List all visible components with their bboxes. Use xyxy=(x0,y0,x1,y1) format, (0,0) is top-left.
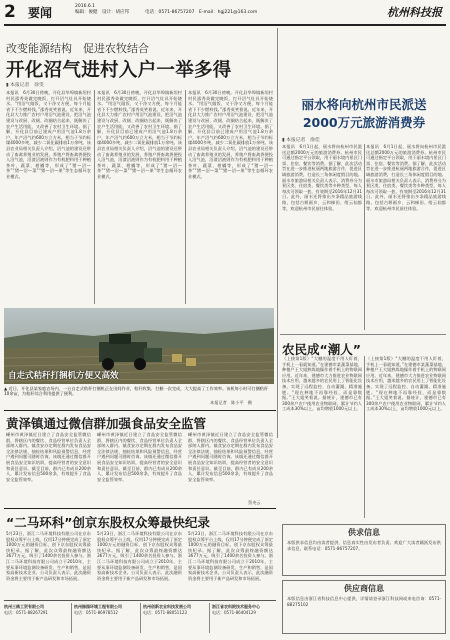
supplier-body: 本版信息由浙江省科技信息中心提供，详情请登录浙江科技网或来电咨询：0571-88275102 xyxy=(287,596,441,607)
column-divider xyxy=(364,356,365,518)
right-top-byline: ▮ 本报记者 俞佳 xyxy=(282,138,320,143)
photo-caption: ▲ 近日，开化县某家庭农场内，一台自走式秸秆打捆机正在田间作业，秸秆收集、打捆一次完成，大大提高了工作效率。该机每小时可打捆秸秆10余亩，为秸秆综合利用提供了便利。 xyxy=(4,386,269,397)
right-mid-body-col1: （上接第1版）“大棚的温度不用人盯着，手机上一看就知道。”在建德市某蔬菜基地，种植户王大姐熟练地操作着手机上的物联网应用。近年来，建德市大力推进农业物联网技术应用，越来越多的农民用上了智能化设备，实现了远程监控、自动灌溉、精准施肥。“现在种地不再靠经验，而是靠数据。”王大姐笑着说。据统计，建德市已有300余户农户使用农业物联网，累计节约人工成本30%以上，亩均增收1000元以上。 xyxy=(282,356,362,412)
second-article-body-col1: 5月23日，浙江二马环境科技有限公司在京东股权众筹平台上线，仅用17分钟便完成了原定1000万元的融资目标，创下京东股权众筹最快纪录。据了解，此次众筹最终融资额达3677万元，吸引了1400余名投资人参与。浙江二马环境科技有限公司成立于2010年，主要从事环境监测设备研发、生产和销售，是国家高新技术企业。公司负责人表示，此次融资资金将主要用于新产品研发和市场拓展。 xyxy=(6,531,91,581)
ad-tel: 电话：0571-88267291 xyxy=(4,609,48,615)
ad-divider xyxy=(71,603,72,633)
ad-name: 杭州绿园环境工程有限公司 xyxy=(74,604,122,609)
lead-title: 开化沼气进村入户一举多得 xyxy=(6,60,232,81)
header-editor: 编辑：俊健 设计：胡应邦 xyxy=(75,10,129,15)
bottom-article-title: 黄泽镇通过微信群加强食品安全监管 xyxy=(6,416,207,431)
ad-tel: 电话：0571-86978512 xyxy=(74,609,118,615)
section-divider xyxy=(4,508,276,509)
ad-name: 杭州创新农业科技发展公司 xyxy=(143,604,191,609)
bottom-article-body-col3: 嵊州市黄泽镇近日建立了食品安全监管微信群，将辖区内的餐饮、食品经营单位负责人全部纳入群内。镇食安办定期在群内发布食品安全法律法规、抽检结果和风险预警信息，经营户遇到问题可随时咨询。该镇还通过微信群开展食品安全知识培训，提高经营者的安全意识和责任意识。截至目前，群内已有成员200余人，累计发布信息500余条，有效提升了食品安全监管效率。 xyxy=(188,432,273,482)
ad-tel: 电话：0571-86404129 xyxy=(212,609,256,615)
column-divider xyxy=(185,90,186,304)
ad-strip xyxy=(4,600,276,635)
right-top-body-col2: 本报讯 6月1日起，丽水将向杭州市民派送总额2000万元的旅游消费券。杭州市民可通过指定平台领取，用于丽水境内景区门票、住宿、餐饮等消费。据了解，此次活动旨在进一步推进杭丽两地旅游合作，促进区域旅游消费，打造长三角休闲度假目的地。丽水市旅游局相关负责人表示，消费券分为景区类、住宿类、餐饮类等多种类型，每人每次可领取一套，有效期至2016年12月31日。此外，丽水还将推出多条精品旅游线路，包括古堰画乡、云和梯田、缙云仙都等，欢迎杭州市民前往体验。 xyxy=(366,144,446,211)
page-number: 2 xyxy=(4,2,16,22)
lead-body-col3: 本报讯 6月30日傍晚，开化县华埠镇新坦村村民邵秀英做完晚饭，打开沼气灶具开始烧水。“用沼气做饭，又干净又方便，每个月能省下不少燃料钱。”邵秀英笑着说。近年来，开化县大力推广农村户用沼气池建设，把沼气池建设与改厨、改厕、改圈结合起来，既解决了农户生活用能，又改善了农村卫生环境。据了解，开化县目前已建成户用沼气池1.8万余户，年产沼气约600万立方米，相当于节约标煤4000多吨，减少二氧化碳排放1万余吨。该县农业局相关负责人介绍，沼气池的建设还带动了畜禽养殖业的发展，养殖户将畜禽粪便投入沼气池，沼渣沼液则作为有机肥料用于种植茶叶、蔬菜、柑橘等，形成了“猪—沼—茶”“猪—沼—菜”“猪—沼—果”等生态循环农业模式。 xyxy=(188,90,273,179)
supply-demand-title: 供求信息 xyxy=(348,528,380,537)
section-name: 要闻 xyxy=(28,6,53,20)
field-photo xyxy=(4,308,274,384)
ad-divider xyxy=(140,603,141,633)
photo-caption-title: 自走式秸秆打捆机方便又高效 xyxy=(8,371,119,381)
supplier-box xyxy=(282,580,446,634)
header-date: 2016.6.1 xyxy=(75,4,96,9)
column-divider xyxy=(94,90,95,304)
newspaper-logo: 杭州科技报 xyxy=(387,6,442,19)
right-top-body-col1: 本报讯 6月1日起，丽水将向杭州市民派送总额2000万元的旅游消费券。杭州市民可通过指定平台领取，用于丽水境内景区门票、住宿、餐饮等消费。据了解，此次活动旨在进一步推进杭丽两地旅游合作，促进区域旅游消费，打造长三角休闲度假目的地。丽水市旅游局相关负责人表示，消费券分为景区类、住宿类、餐饮类等多种类型，每人每次可领取一套，有效期至2016年12月31日。此外，丽水还将推出多条精品旅游线路，包括古堰画乡、云和梯田、缙云仙都等，欢迎杭州市民前往体验。 xyxy=(282,144,362,211)
supply-demand-body: 本版供求信息均由读者提供，信息真实性由发布者负责。欢迎广大读者踊跃发布供求信息，联系电话：0571-86757207。 xyxy=(287,540,441,551)
column-divider xyxy=(364,144,365,330)
supplier-title: 供应商信息 xyxy=(344,584,384,593)
lead-body-col2: 本报讯 6月30日傍晚，开化县华埠镇新坦村村民邵秀英做完晚饭，打开沼气灶具开始烧水。“用沼气做饭，又干净又方便，每个月能省下不少燃料钱。”邵秀英笑着说。近年来，开化县大力推广农村户用沼气池建设，把沼气池建设与改厨、改厕、改圈结合起来，既解决了农户生活用能，又改善了农村卫生环境。据了解，开化县目前已建成户用沼气池1.8万余户，年产沼气约600万立方米，相当于节约标煤4000多吨，减少二氧化碳排放1万余吨。该县农业局相关负责人介绍，沼气池的建设还带动了畜禽养殖业的发展，养殖户将畜禽粪便投入沼气池，沼渣沼液则作为有机肥料用于种植茶叶、蔬菜、柑橘等，形成了“猪—沼—茶”“猪—沼—菜”“猪—沼—果”等生态循环农业模式。 xyxy=(97,90,182,179)
header-phone: 电话：0571-86757207 E-mail：hgj221@163.com xyxy=(145,10,258,15)
bottom-article-body-col2: 嵊州市黄泽镇近日建立了食品安全监管微信群，将辖区内的餐饮、食品经营单位负责人全部纳入群内。镇食安办定期在群内发布食品安全法律法规、抽检结果和风险预警信息，经营户遇到问题可随时咨询。该镇还通过微信群开展食品安全知识培训，提高经营者的安全意识和责任意识。截至目前，群内已有成员200余人，累计发布信息500余条，有效提升了食品安全监管效率。 xyxy=(97,432,182,482)
ad-item xyxy=(212,604,276,615)
section-divider xyxy=(4,410,276,411)
right-mid-body-col2: （上接第1版）“大棚的温度不用人盯着，手机上一看就知道。”在建德市某蔬菜基地，种植户王大姐熟练地操作着手机上的物联网应用。近年来，建德市大力推进农业物联网技术应用，越来越多的农民用上了智能化设备，实现了远程监控、自动灌溉、精准施肥。“现在种地不再靠经验，而是靠数据。”王大姐笑着说。据统计，建德市已有300余户农户使用农业物联网，累计节约人工成本30%以上，亩均增收1000元以上。 xyxy=(366,356,446,412)
second-article-title: “二马环科”创京东股权众筹最快纪录 xyxy=(6,515,210,530)
bottom-article-author: 蔡央云 xyxy=(248,500,261,505)
right-top-title-line2: 2000万元旅游消费券 xyxy=(302,115,426,130)
second-article-body-col2: 5月23日，浙江二马环境科技有限公司在京东股权众筹平台上线，仅用17分钟便完成了原定1000万元的融资目标，创下京东股权众筹最快纪录。据了解，此次众筹最终融资额达3677万元，吸引了1400余名投资人参与。浙江二马环境科技有限公司成立于2010年，主要从事环境监测设备研发、生产和销售，是国家高新技术企业。公司负责人表示，此次融资资金将主要用于新产品研发和市场拓展。 xyxy=(97,531,182,581)
lead-kicker: 改变能源结构 促进农牧结合 xyxy=(6,42,149,55)
ad-item xyxy=(74,604,138,615)
ad-name: 浙江省农科院技术服务中心 xyxy=(212,604,260,609)
supply-demand-box xyxy=(282,524,446,576)
ad-divider xyxy=(209,603,210,633)
section-divider xyxy=(280,334,446,335)
lead-byline: ▮ 本报记者 徐雯 xyxy=(6,83,44,88)
ad-item xyxy=(4,604,70,615)
second-article-body-col3: 5月23日，浙江二马环境科技有限公司在京东股权众筹平台上线，仅用17分钟便完成了原定1000万元的融资目标，创下京东股权众筹最快纪录。据了解，此次众筹最终融资额达3677万元，吸引了1400余名投资人参与。浙江二马环境科技有限公司成立于2010年，主要从事环境监测设备研发、生产和销售，是国家高新技术企业。公司负责人表示，此次融资资金将主要用于新产品研发和市场拓展。 xyxy=(188,531,273,581)
header-rule xyxy=(4,24,446,26)
bottom-article-body-col1: 嵊州市黄泽镇近日建立了食品安全监管微信群，将辖区内的餐饮、食品经营单位负责人全部纳入群内。镇食安办定期在群内发布食品安全法律法规、抽检结果和风险预警信息，经营户遇到问题可随时咨询。该镇还通过微信群开展食品安全知识培训，提高经营者的安全意识和责任意识。截至目前，群内已有成员200余人，累计发布信息500余条，有效提升了食品安全监管效率。 xyxy=(6,432,91,482)
right-mid-title: 农民成“潮人” xyxy=(282,342,361,357)
column-divider xyxy=(277,28,278,438)
ad-name: 杭州三鸽工贸有限公司 xyxy=(4,604,44,609)
ad-item xyxy=(143,604,207,615)
header-info xyxy=(75,4,129,16)
ad-tel: 电话：0571-88051123 xyxy=(143,609,187,615)
right-top-title-line1: 丽水将向杭州市民派送 xyxy=(301,97,427,112)
lead-body-col1: 本报讯 6月30日傍晚，开化县华埠镇新坦村村民邵秀英做完晚饭，打开沼气灶具开始烧水。“用沼气做饭，又干净又方便，每个月能省下不少燃料钱。”邵秀英笑着说。近年来，开化县大力推广农村户用沼气池建设，把沼气池建设与改厨、改厕、改圈结合起来，既解决了农户生活用能，又改善了农村卫生环境。据了解，开化县目前已建成户用沼气池1.8万余户，年产沼气约600万立方米，相当于节约标煤4000多吨，减少二氧化碳排放1万余吨。该县农业局相关负责人介绍，沼气池的建设还带动了畜禽养殖业的发展，养殖户将畜禽粪便投入沼气池，沼渣沼液则作为有机肥料用于种植茶叶、蔬菜、柑橘等，形成了“猪—沼—茶”“猪—沼—菜”“猪—沼—果”等生态循环农业模式。 xyxy=(6,90,91,179)
photo-credit: 本报记者 陈小平 摄 xyxy=(210,400,252,405)
